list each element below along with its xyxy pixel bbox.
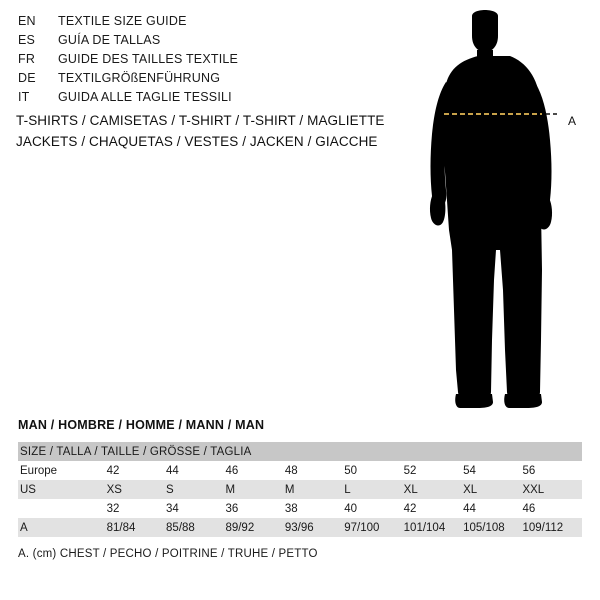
language-title: GUIDA ALLE TAGLIE TESSILI — [58, 90, 232, 104]
cell-us-5: XL — [404, 480, 463, 499]
size-table — [18, 442, 582, 537]
cell-a-4: 97/100 — [344, 518, 403, 537]
table-row — [18, 518, 582, 537]
row-label-europe: Europe — [18, 461, 107, 480]
language-code: EN — [18, 14, 36, 28]
cell-a-1: 85/88 — [166, 518, 225, 537]
cell-us-1: S — [166, 480, 225, 499]
cell-europe-0: 42 — [107, 461, 166, 480]
cell-numeric-7: 46 — [522, 499, 582, 518]
cell-europe-6: 54 — [463, 461, 522, 480]
cell-numeric-2: 36 — [225, 499, 284, 518]
language-row — [18, 90, 378, 109]
cell-europe-4: 50 — [344, 461, 403, 480]
cell-numeric-4: 40 — [344, 499, 403, 518]
language-row — [18, 71, 378, 90]
row-label-numeric — [18, 499, 107, 518]
language-heading-block — [18, 14, 378, 109]
cell-a-0: 81/84 — [107, 518, 166, 537]
table-header-label: SIZE / TALLA / TAILLE / GRÖSSE / TAGLIA — [18, 442, 582, 461]
row-label-us: US — [18, 480, 107, 499]
chest-measure-label: A — [568, 114, 577, 128]
language-code: DE — [18, 71, 36, 85]
body-figure — [400, 10, 600, 410]
cell-numeric-6: 44 — [463, 499, 522, 518]
category-jackets: JACKETS / CHAQUETAS / VESTES / JACKEN / GIACCHE — [16, 134, 378, 149]
language-title: GUÍA DE TALLAS — [58, 33, 161, 47]
table-row — [18, 480, 582, 499]
cell-a-6: 105/108 — [463, 518, 522, 537]
language-code: FR — [18, 52, 36, 66]
language-row — [18, 14, 378, 33]
table-row — [18, 499, 582, 518]
language-title: TEXTILGRÖßENFÜHRUNG — [58, 71, 221, 85]
cell-europe-3: 48 — [285, 461, 344, 480]
language-row — [18, 33, 378, 52]
language-code: IT — [18, 90, 30, 104]
cell-us-3: M — [285, 480, 344, 499]
language-code: ES — [18, 33, 36, 47]
language-row — [18, 52, 378, 71]
cell-europe-2: 46 — [225, 461, 284, 480]
cell-us-0: XS — [107, 480, 166, 499]
cell-europe-7: 56 — [522, 461, 582, 480]
cell-europe-5: 52 — [404, 461, 463, 480]
table-header-row — [18, 442, 582, 461]
cell-numeric-1: 34 — [166, 499, 225, 518]
table-row — [18, 461, 582, 480]
cell-a-3: 93/96 — [285, 518, 344, 537]
male-silhouette-icon — [400, 10, 600, 410]
row-label-a: A — [18, 518, 107, 537]
cell-numeric-0: 32 — [107, 499, 166, 518]
cell-us-6: XL — [463, 480, 522, 499]
cell-europe-1: 44 — [166, 461, 225, 480]
gender-heading: MAN / HOMBRE / HOMME / MANN / MAN — [18, 418, 265, 432]
language-title: TEXTILE SIZE GUIDE — [58, 14, 187, 28]
cell-us-7: XXL — [522, 480, 582, 499]
cell-a-2: 89/92 — [225, 518, 284, 537]
garment-category-block — [16, 110, 416, 152]
measurement-footnote: A. (cm) CHEST / PECHO / POITRINE / TRUHE / PETTO — [18, 548, 318, 560]
language-title: GUIDE DES TAILLES TEXTILE — [58, 52, 239, 66]
cell-us-4: L — [344, 480, 403, 499]
cell-a-5: 101/104 — [404, 518, 463, 537]
cell-us-2: M — [225, 480, 284, 499]
cell-a-7: 109/112 — [522, 518, 582, 537]
cell-numeric-3: 38 — [285, 499, 344, 518]
category-tshirts: T-SHIRTS / CAMISETAS / T-SHIRT / T-SHIRT / MAGLIETTE — [16, 113, 385, 128]
cell-numeric-5: 42 — [404, 499, 463, 518]
